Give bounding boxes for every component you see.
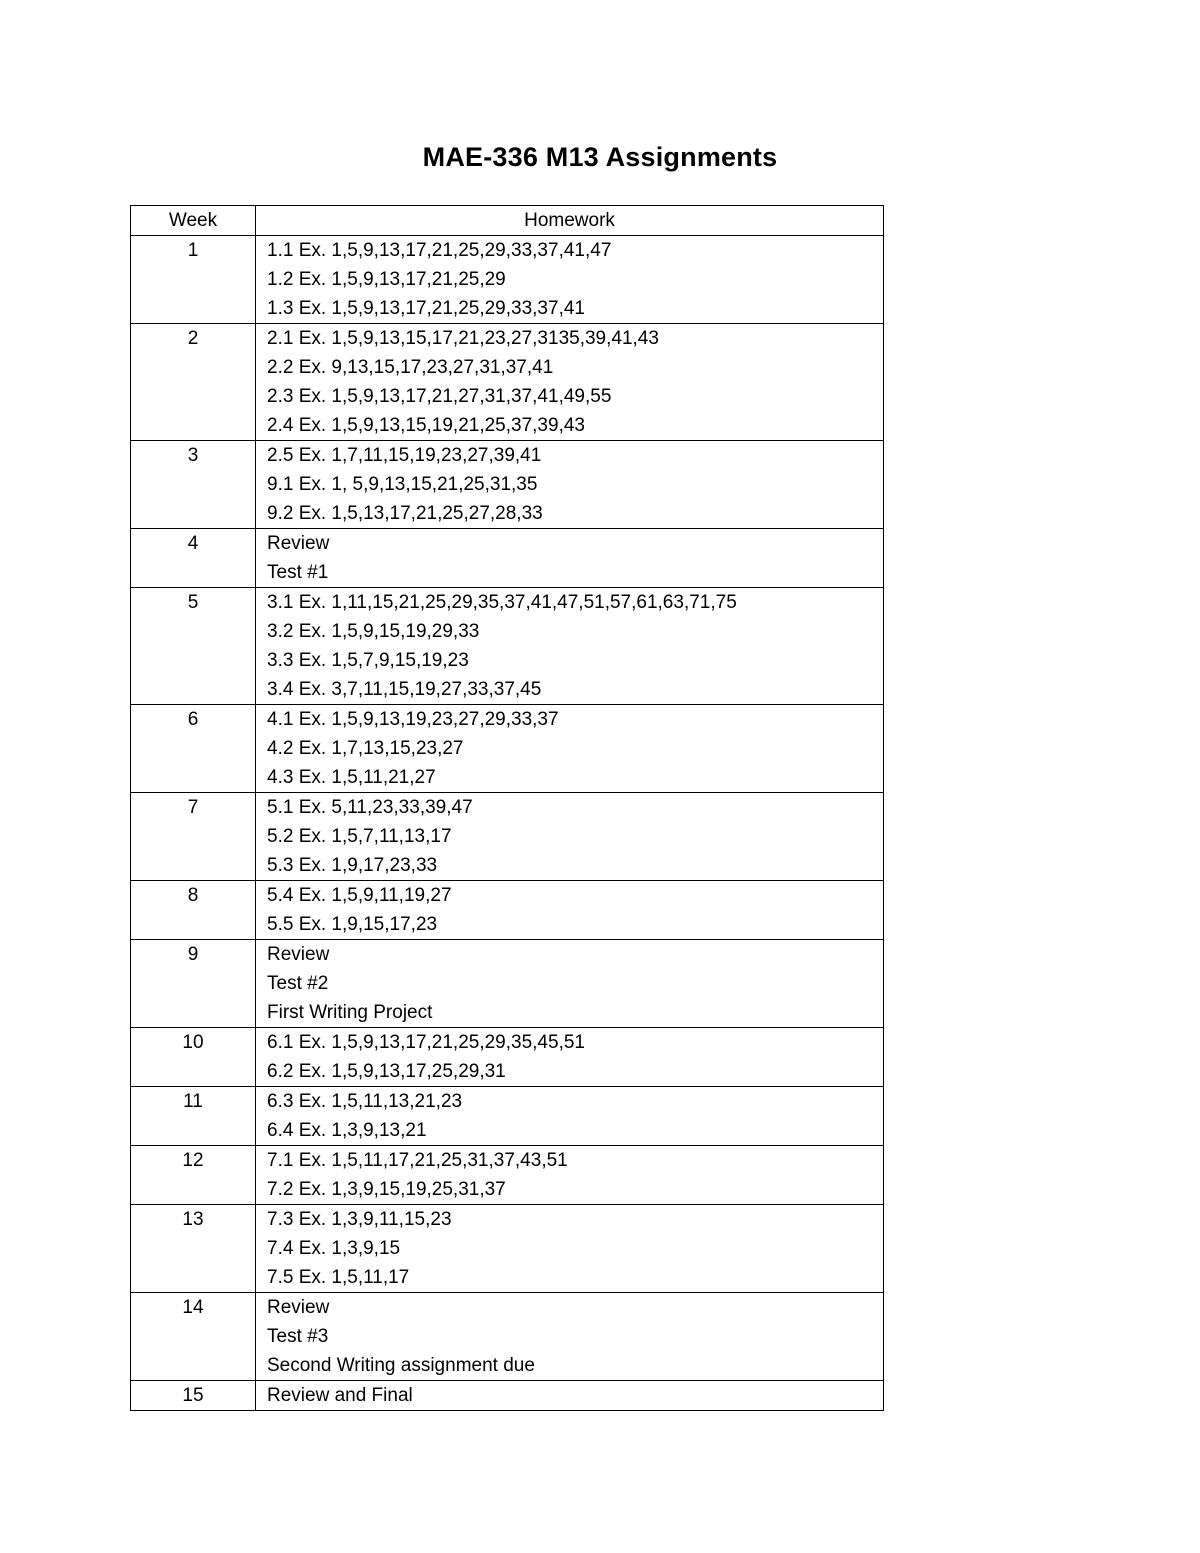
homework-line: 4.2 Ex. 1,7,13,15,23,27	[267, 738, 464, 759]
table-row	[131, 529, 884, 588]
homework-line: Review	[267, 1297, 330, 1318]
homework-line: 6.3 Ex. 1,5,11,13,21,23	[267, 1091, 463, 1112]
homework-line: Review	[267, 944, 330, 965]
table-header-row	[131, 206, 884, 236]
homework-line: 3.2 Ex. 1,5,9,15,19,29,33	[267, 621, 480, 642]
homework-line: 6.4 Ex. 1,3,9,13,21	[267, 1120, 427, 1141]
homework-line: 2.3 Ex. 1,5,9,13,17,21,27,31,37,41,49,55	[267, 386, 612, 407]
homework-line: 7.1 Ex. 1,5,11,17,21,25,31,37,43,51	[267, 1150, 568, 1171]
homework-line: 7.5 Ex. 1,5,11,17	[267, 1267, 410, 1288]
week-number: 13	[131, 1205, 256, 1293]
homework-line: 5.1 Ex. 5,11,23,33,39,47	[267, 797, 473, 818]
homework-line: 7.4 Ex. 1,3,9,15	[267, 1238, 401, 1259]
homework-line: 6.2 Ex. 1,5,9,13,17,25,29,31	[267, 1061, 506, 1082]
homework-column-header: Homework	[256, 206, 884, 236]
table-row	[131, 324, 884, 441]
homework-line: First Writing Project	[267, 1002, 433, 1023]
homework-line: 4.3 Ex. 1,5,11,21,27	[267, 767, 436, 788]
table-row	[131, 1205, 884, 1293]
homework-cell	[256, 1381, 884, 1411]
homework-line: 5.4 Ex. 1,5,9,11,19,27	[267, 885, 452, 906]
homework-cell	[256, 529, 884, 588]
week-number: 4	[131, 529, 256, 588]
table-row	[131, 1381, 884, 1411]
week-number: 14	[131, 1293, 256, 1381]
homework-line: Review and Final	[267, 1385, 413, 1406]
table-row	[131, 1293, 884, 1381]
homework-line: 9.1 Ex. 1, 5,9,13,15,21,25,31,35	[267, 474, 538, 495]
page-title: MAE-336 M13 Assignments	[422, 142, 778, 172]
homework-cell	[256, 705, 884, 793]
homework-line: 2.2 Ex. 9,13,15,17,23,27,31,37,41	[267, 357, 554, 378]
homework-cell	[256, 1146, 884, 1205]
table-row	[131, 1087, 884, 1146]
homework-line: Test #3	[267, 1326, 329, 1347]
homework-cell	[256, 881, 884, 940]
week-number: 7	[131, 793, 256, 881]
homework-line: 3.1 Ex. 1,11,15,21,25,29,35,37,41,47,51,57,61,63,71,75	[267, 592, 737, 613]
week-number: 5	[131, 588, 256, 705]
homework-line: 6.1 Ex. 1,5,9,13,17,21,25,29,35,45,51	[267, 1032, 585, 1053]
table-row	[131, 940, 884, 1028]
homework-cell	[256, 1087, 884, 1146]
homework-cell	[256, 793, 884, 881]
homework-line: 4.1 Ex. 1,5,9,13,19,23,27,29,33,37	[267, 709, 559, 730]
homework-line: 5.3 Ex. 1,9,17,23,33	[267, 855, 438, 876]
homework-cell	[256, 1205, 884, 1293]
assignments-table	[130, 205, 884, 1411]
week-number: 10	[131, 1028, 256, 1087]
homework-line: Test #1	[267, 562, 329, 583]
homework-cell	[256, 588, 884, 705]
week-column-header: Week	[131, 206, 256, 236]
week-number: 8	[131, 881, 256, 940]
homework-line: 5.5 Ex. 1,9,15,17,23	[267, 914, 438, 935]
week-number: 3	[131, 441, 256, 529]
homework-line: 1.3 Ex. 1,5,9,13,17,21,25,29,33,37,41	[267, 298, 585, 319]
homework-line: Second Writing assignment due	[267, 1355, 535, 1376]
week-number: 15	[131, 1381, 256, 1411]
homework-line: 3.4 Ex. 3,7,11,15,19,27,33,37,45	[267, 679, 542, 700]
table-row	[131, 441, 884, 529]
homework-line: 3.3 Ex. 1,5,7,9,15,19,23	[267, 650, 469, 671]
homework-line: 2.5 Ex. 1,7,11,15,19,23,27,39,41	[267, 445, 542, 466]
week-number: 2	[131, 324, 256, 441]
homework-line: 1.2 Ex. 1,5,9,13,17,21,25,29	[267, 269, 506, 290]
table-row	[131, 881, 884, 940]
homework-line: 1.1 Ex. 1,5,9,13,17,21,25,29,33,37,41,47	[267, 240, 612, 261]
homework-line: 7.3 Ex. 1,3,9,11,15,23	[267, 1209, 452, 1230]
homework-cell	[256, 441, 884, 529]
table-row	[131, 705, 884, 793]
homework-cell	[256, 1293, 884, 1381]
homework-line: Test #2	[267, 973, 329, 994]
homework-line: 9.2 Ex. 1,5,13,17,21,25,27,28,33	[267, 503, 543, 524]
homework-line: 2.4 Ex. 1,5,9,13,15,19,21,25,37,39,43	[267, 415, 585, 436]
table-row	[131, 1146, 884, 1205]
homework-line: 7.2 Ex. 1,3,9,15,19,25,31,37	[267, 1179, 506, 1200]
homework-line: 2.1 Ex. 1,5,9,13,15,17,21,23,27,3135,39,41,43	[267, 328, 659, 349]
table-row	[131, 588, 884, 705]
homework-cell	[256, 324, 884, 441]
week-number: 1	[131, 236, 256, 324]
homework-cell	[256, 1028, 884, 1087]
week-number: 12	[131, 1146, 256, 1205]
table-row	[131, 236, 884, 324]
homework-line: Review	[267, 533, 330, 554]
table-row	[131, 793, 884, 881]
week-number: 9	[131, 940, 256, 1028]
table-body	[131, 236, 884, 1411]
week-number: 6	[131, 705, 256, 793]
week-number: 11	[131, 1087, 256, 1146]
homework-cell	[256, 940, 884, 1028]
homework-line: 5.2 Ex. 1,5,7,11,13,17	[267, 826, 452, 847]
homework-cell	[256, 236, 884, 324]
table-row	[131, 1028, 884, 1087]
